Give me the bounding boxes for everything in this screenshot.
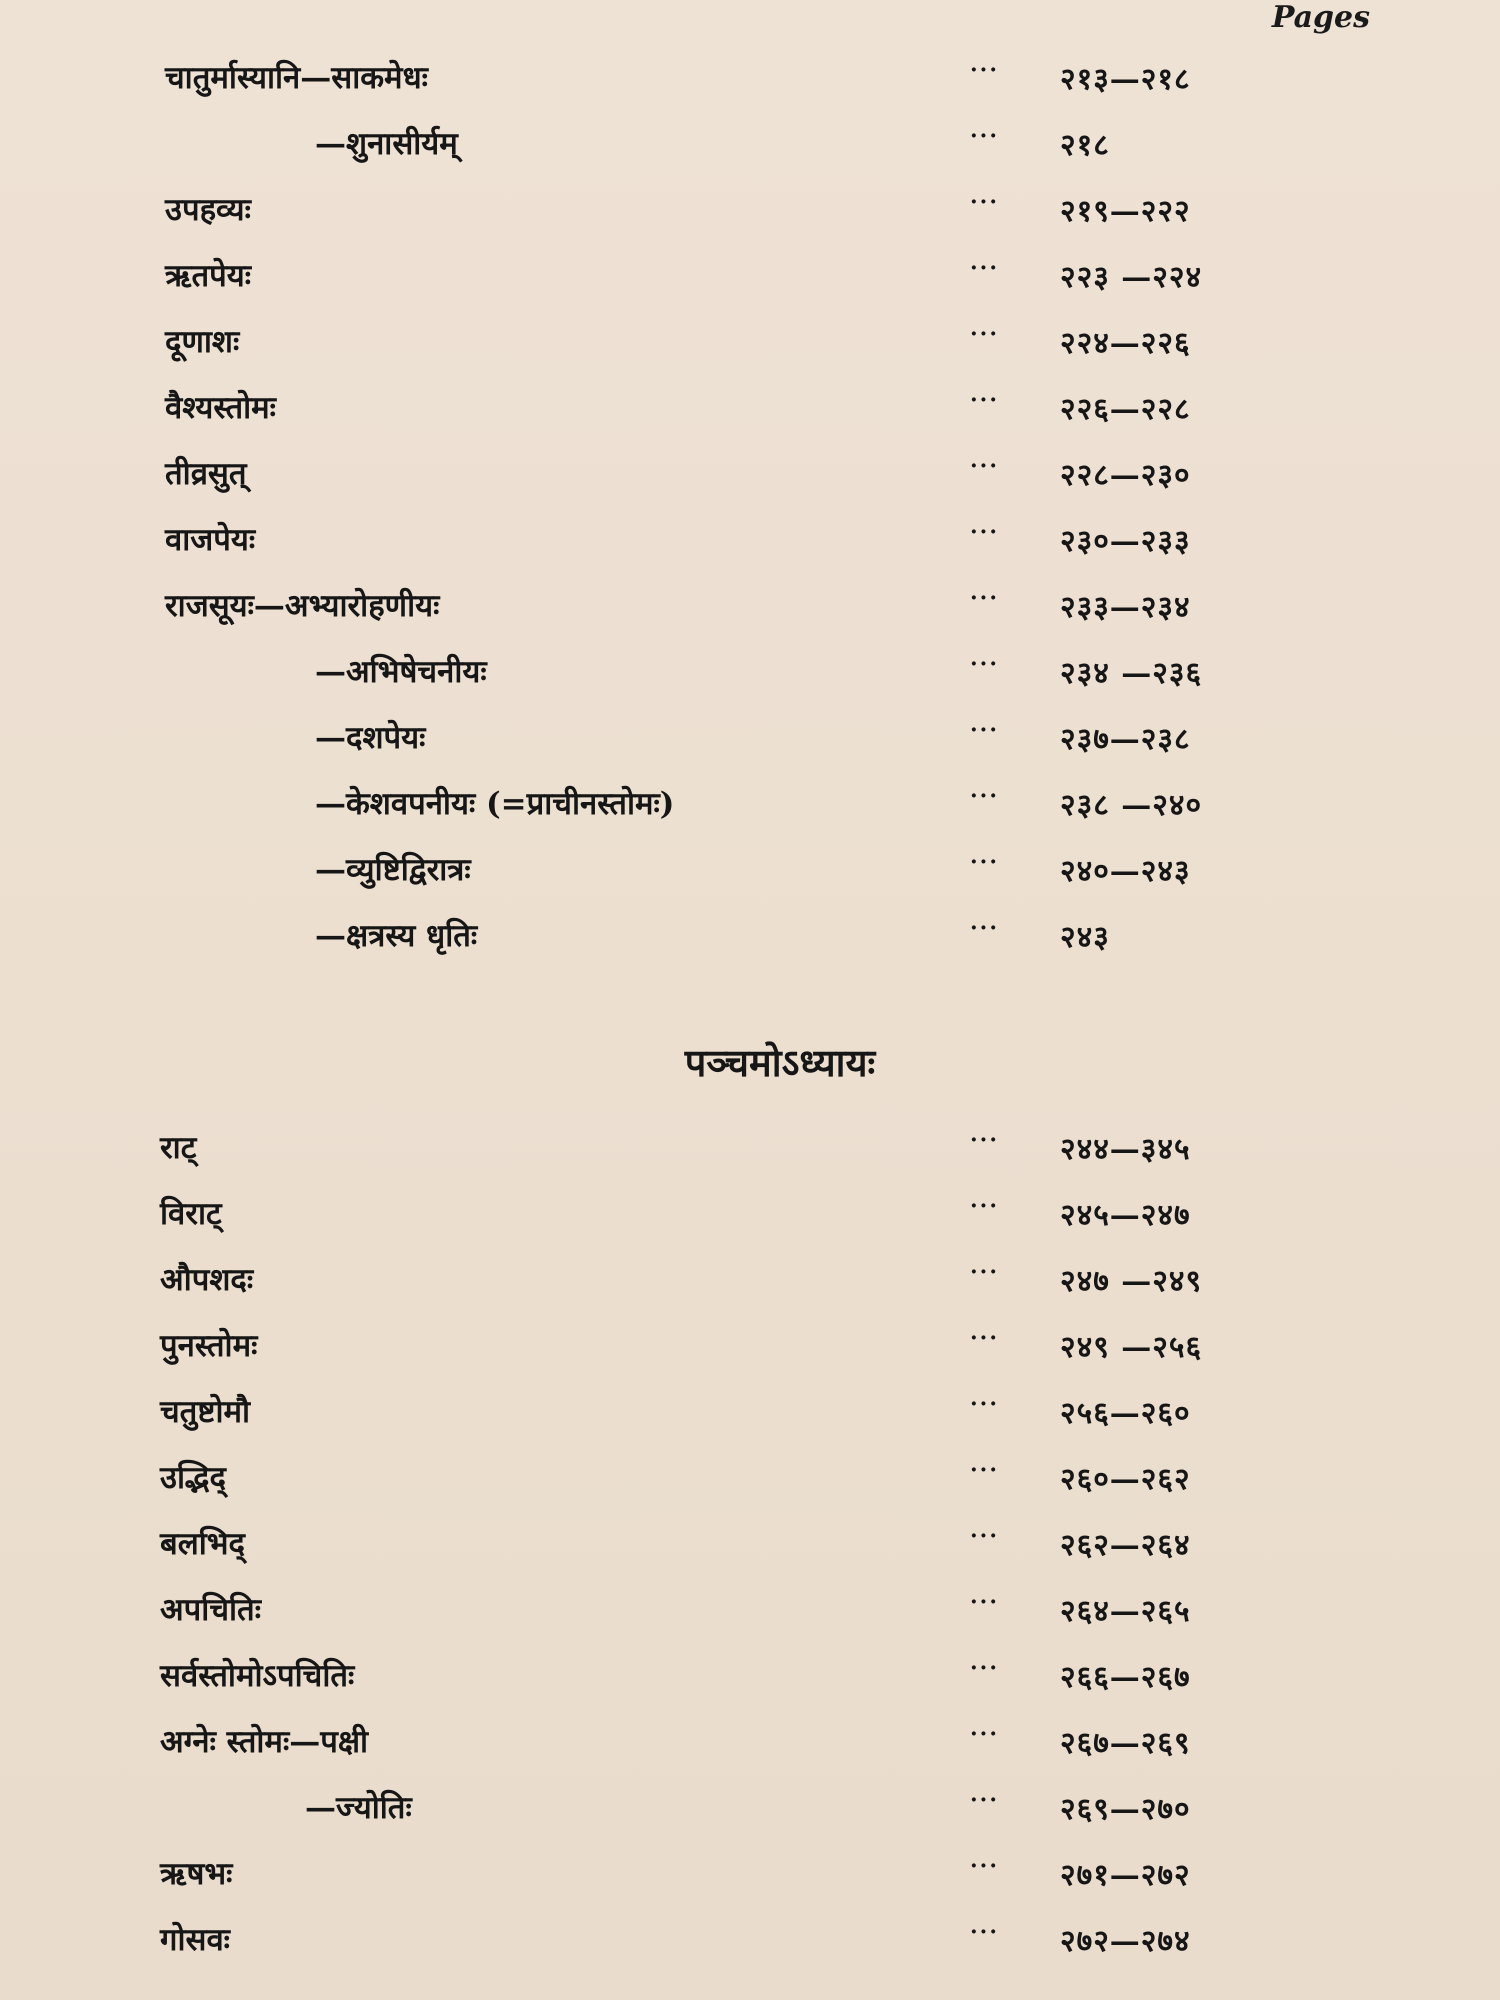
- list-item: [0, 1854, 1500, 1914]
- entry-pages: २४४—३४५: [1060, 1132, 1191, 1167]
- leader-dots: ···: [970, 453, 999, 479]
- entry-pages: २७१—२७२: [1060, 1858, 1191, 1893]
- entry-pages: २६२—२६४: [1060, 1528, 1191, 1563]
- entry-pages: २४७ —२४९: [1060, 1264, 1203, 1299]
- entry-title: —व्युष्टिद्विरात्रः: [315, 852, 471, 888]
- list-item: [0, 190, 1500, 250]
- entry-title: विराट्: [160, 1196, 222, 1232]
- entry-pages: २१९—२२२: [1060, 194, 1191, 229]
- list-item: [0, 718, 1500, 778]
- list-item: [0, 850, 1500, 910]
- list-item: [0, 1524, 1500, 1584]
- list-item: [0, 1590, 1500, 1650]
- leader-dots: ···: [970, 1589, 999, 1615]
- leader-dots: ···: [970, 519, 999, 545]
- list-item: [0, 520, 1500, 580]
- entry-pages: २६७—२६९: [1060, 1726, 1191, 1761]
- list-item: [0, 388, 1500, 448]
- entry-pages: २६४—२६५: [1060, 1594, 1191, 1629]
- leader-dots: ···: [970, 57, 999, 83]
- entry-pages: २४९ —२५६: [1060, 1330, 1203, 1365]
- list-item: [0, 1656, 1500, 1716]
- entry-pages: २३३—२३४: [1060, 590, 1191, 625]
- entry-pages: २६९—२७०: [1060, 1792, 1191, 1827]
- leader-dots: ···: [970, 1325, 999, 1351]
- leader-dots: ···: [970, 123, 999, 149]
- leader-dots: ···: [970, 1127, 999, 1153]
- entry-title: दूणाशः: [165, 324, 240, 360]
- entry-pages: २२४—२२६: [1060, 326, 1191, 361]
- leader-dots: ···: [970, 1919, 999, 1945]
- entry-title: बलभिद्: [160, 1526, 246, 1562]
- list-item: [0, 1194, 1500, 1254]
- entry-title: तीव्रसुत्: [165, 456, 247, 492]
- entry-pages: २१८: [1060, 128, 1110, 163]
- leader-dots: ···: [970, 321, 999, 347]
- list-item: [0, 1788, 1500, 1848]
- list-item: [0, 1260, 1500, 1320]
- leader-dots: ···: [970, 651, 999, 677]
- entry-title: चतुष्टोमौ: [160, 1394, 251, 1430]
- entry-pages: २३७—२३८: [1060, 722, 1191, 757]
- entry-title: उद्भिद्: [160, 1460, 226, 1496]
- entry-title: —दशपेयः: [315, 720, 426, 756]
- entry-title: राजसूयः—अभ्यारोहणीयः: [165, 588, 440, 624]
- list-item: [0, 256, 1500, 316]
- entry-title: ऋतपेयः: [165, 258, 251, 294]
- leader-dots: ···: [970, 585, 999, 611]
- list-item: [0, 652, 1500, 712]
- leader-dots: ···: [970, 1655, 999, 1681]
- list-item: [0, 1392, 1500, 1452]
- entry-title: चातुर्मास्यानि—साकमेधः: [165, 60, 428, 96]
- list-item: [0, 124, 1500, 184]
- entry-title: गोसवः: [160, 1922, 230, 1958]
- leader-dots: ···: [970, 1853, 999, 1879]
- entry-pages: २२८—२३०: [1060, 458, 1191, 493]
- entry-pages: २६६—२६७: [1060, 1660, 1191, 1695]
- list-item: [0, 1722, 1500, 1782]
- list-item: [0, 916, 1500, 976]
- list-item: [0, 1128, 1500, 1188]
- entry-title: वैश्यस्तोमः: [165, 390, 276, 426]
- list-item: [0, 586, 1500, 646]
- list-item: [0, 58, 1500, 118]
- leader-dots: ···: [970, 387, 999, 413]
- list-item: [0, 322, 1500, 382]
- leader-dots: ···: [970, 783, 999, 809]
- list-item: [0, 784, 1500, 844]
- leader-dots: ···: [970, 189, 999, 215]
- entry-title: पुनस्तोमः: [160, 1328, 258, 1364]
- entry-title: अग्नेः स्तोमः—पक्षी: [160, 1724, 369, 1760]
- entry-pages: २४०—२४३: [1060, 854, 1191, 889]
- list-item: [0, 1458, 1500, 1518]
- entry-title: —अभिषेचनीयः: [315, 654, 487, 690]
- leader-dots: ···: [970, 255, 999, 281]
- leader-dots: ···: [970, 1721, 999, 1747]
- list-item: [0, 1326, 1500, 1386]
- entry-title: अपचितिः: [160, 1592, 261, 1628]
- leader-dots: ···: [970, 915, 999, 941]
- entry-pages: २३४ —२३६: [1060, 656, 1203, 691]
- entry-pages: २६०—२६२: [1060, 1462, 1191, 1497]
- entry-pages: २२६—२२८: [1060, 392, 1191, 427]
- entry-title: —ज्योतिः: [305, 1790, 412, 1826]
- leader-dots: ···: [970, 1259, 999, 1285]
- leader-dots: ···: [970, 1787, 999, 1813]
- entry-title: सर्वस्तोमोऽपचितिः: [160, 1658, 355, 1694]
- entry-pages: २१३—२१८: [1060, 62, 1191, 97]
- leader-dots: ···: [970, 1391, 999, 1417]
- entry-pages: २४५—२४७: [1060, 1198, 1191, 1233]
- entry-pages: २४३: [1060, 920, 1110, 955]
- entry-pages: २७२—२७४: [1060, 1924, 1191, 1959]
- leader-dots: ···: [970, 1457, 999, 1483]
- entry-pages: २३८ —२४०: [1060, 788, 1203, 823]
- chapter-heading: [0, 1038, 1300, 1088]
- leader-dots: ···: [970, 1193, 999, 1219]
- entry-title: —क्षत्रस्य धृतिः: [315, 918, 478, 954]
- running-head: Pages: [1271, 0, 1370, 35]
- list-item: [0, 454, 1500, 514]
- entry-title: वाजपेयः: [165, 522, 256, 558]
- entry-title: ऋषभः: [160, 1856, 233, 1892]
- entry-title: —केशवपनीयः (=प्राचीनस्तोमः): [315, 786, 675, 822]
- entry-title: औपशदः: [160, 1262, 254, 1298]
- list-item: [0, 1920, 1500, 1980]
- entry-pages: २५६—२६०: [1060, 1396, 1191, 1431]
- entry-title: उपहव्यः: [165, 192, 251, 228]
- leader-dots: ···: [970, 717, 999, 743]
- entry-pages: २२३ —२२४: [1060, 260, 1203, 295]
- entry-title: —शुनासीर्यम्: [315, 126, 458, 162]
- entry-title: राट्: [160, 1130, 197, 1166]
- leader-dots: ···: [970, 1523, 999, 1549]
- leader-dots: ···: [970, 849, 999, 875]
- chapter-heading-text: पञ्चमोऽध्यायः: [684, 1040, 876, 1085]
- entry-pages: २३०—२३३: [1060, 524, 1191, 559]
